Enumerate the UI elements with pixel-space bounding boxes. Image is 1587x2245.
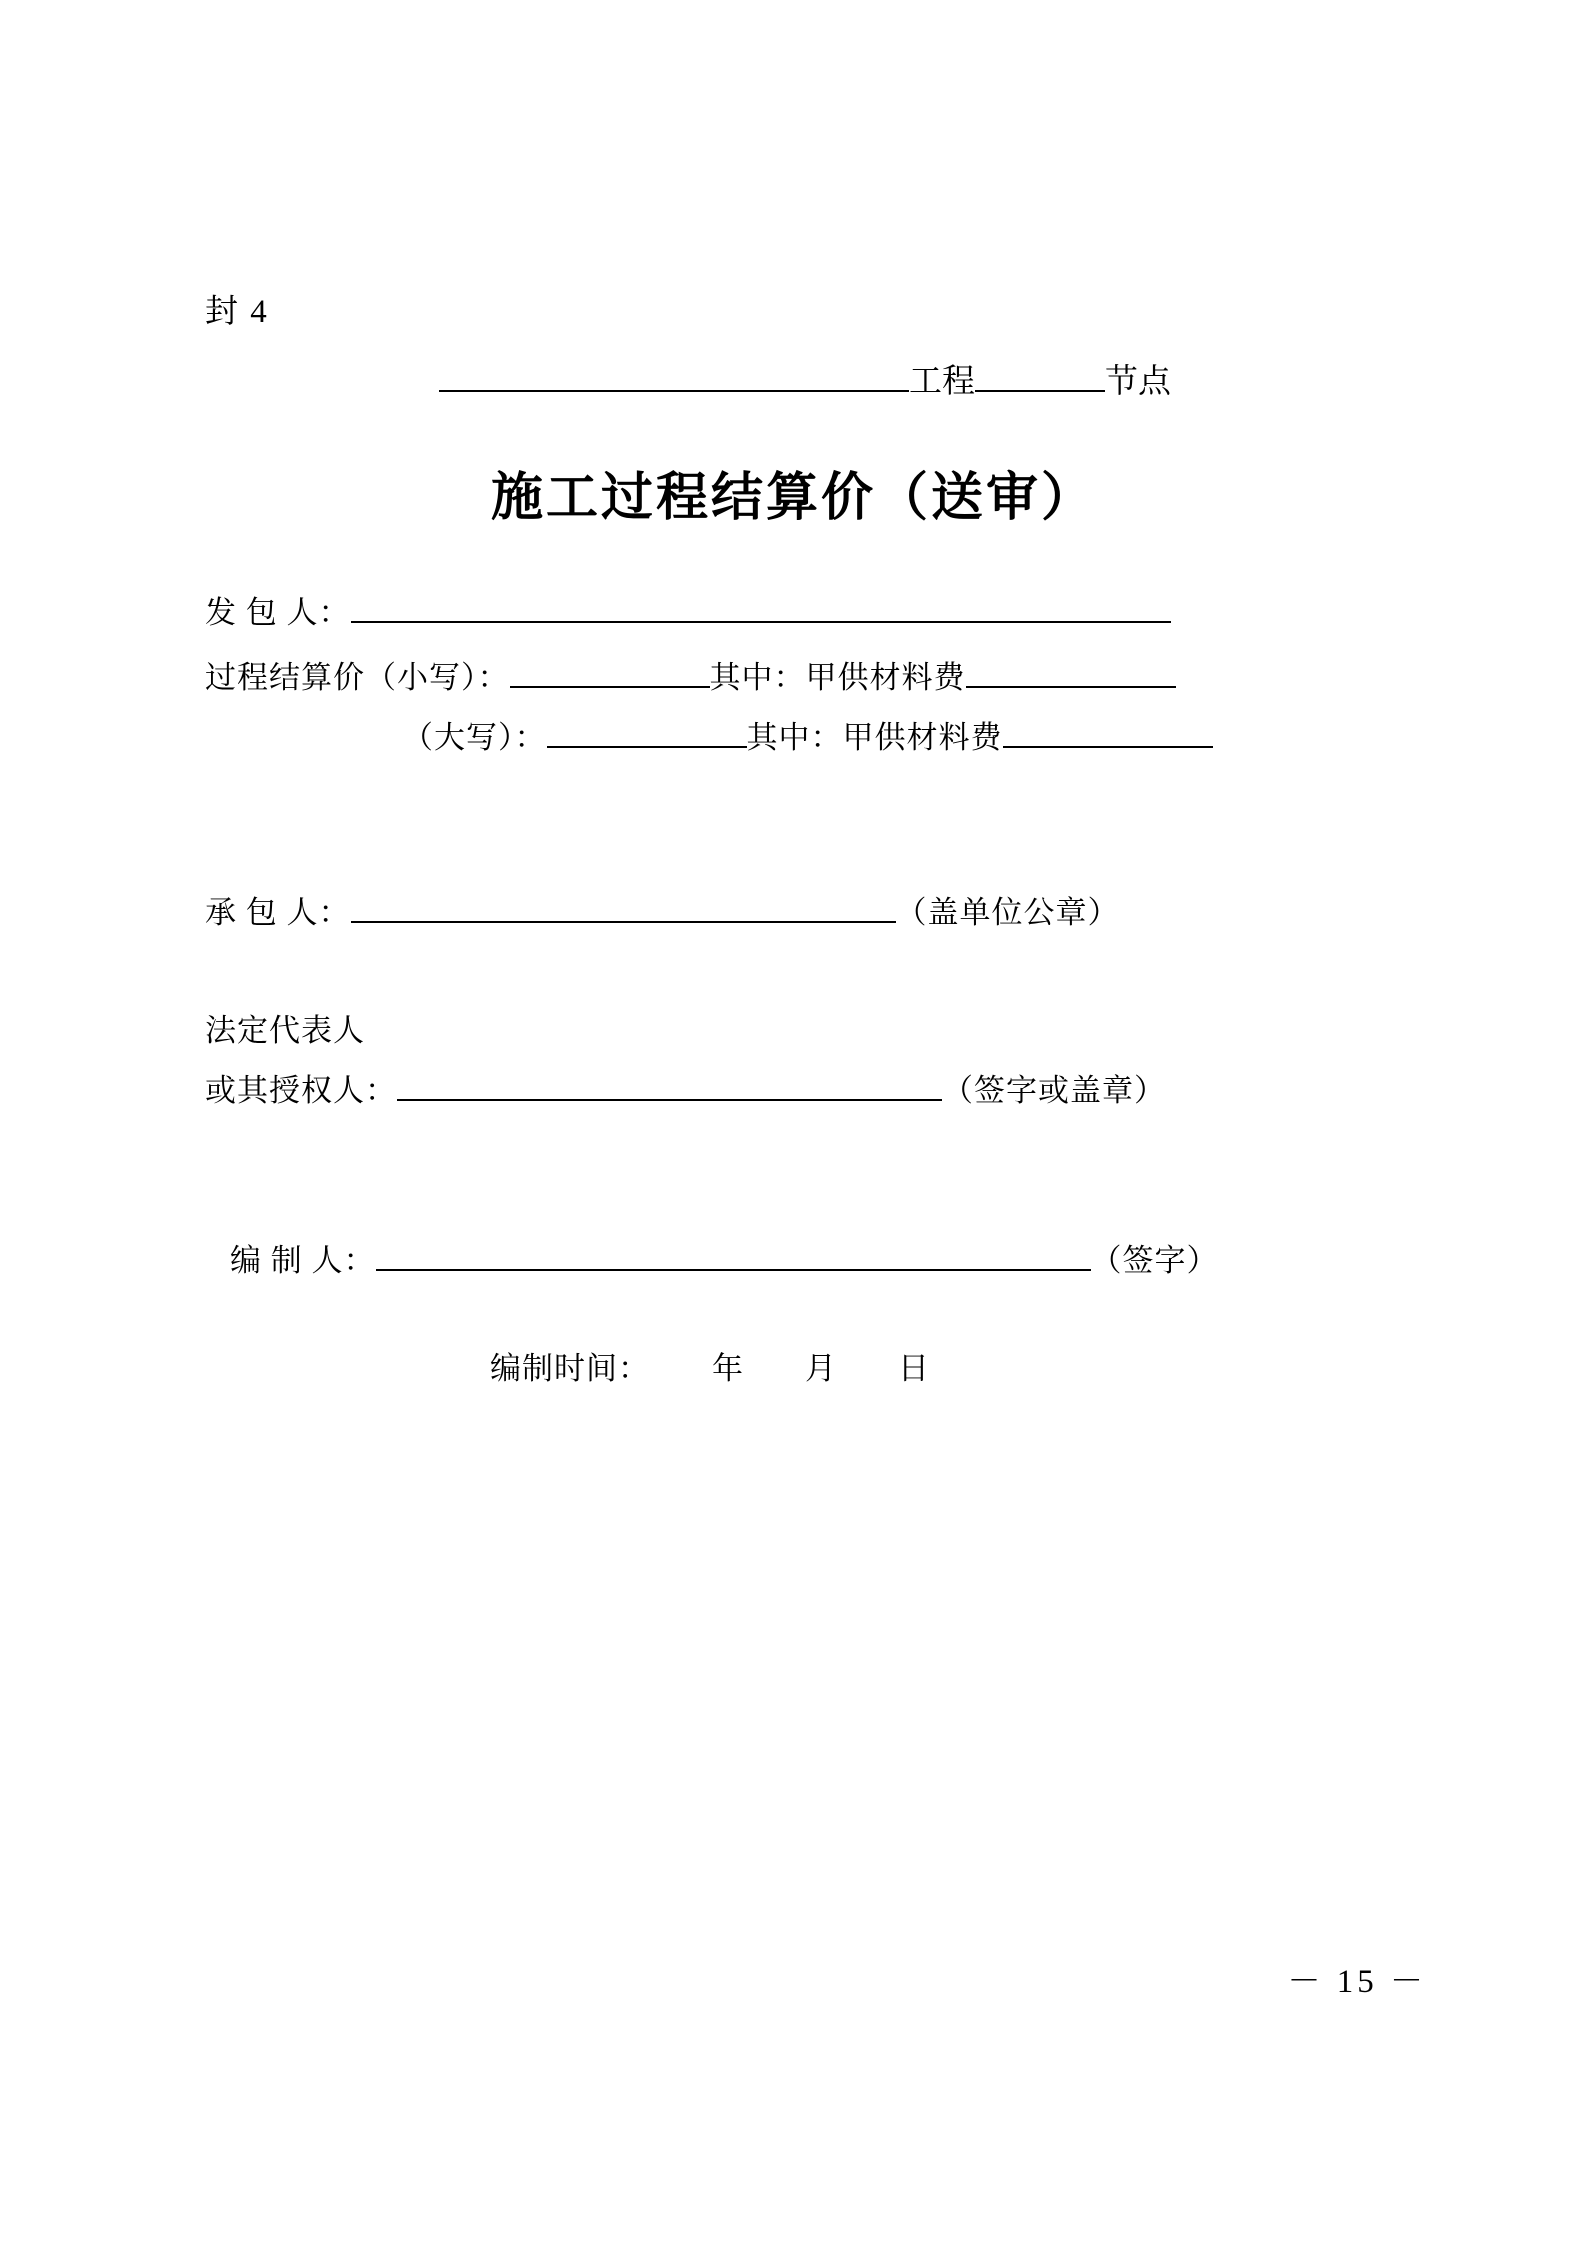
prepare-time-label: 编制时间： <box>490 1351 650 1386</box>
settlement-lower-blank[interactable] <box>510 655 710 688</box>
authorized-person-label: 或其授权人： <box>205 1073 397 1108</box>
prepare-time-row <box>490 1348 929 1390</box>
contractor-row <box>205 890 1120 934</box>
employer-label: 发 包 人： <box>205 595 351 630</box>
page-number: － 15 － <box>1287 1964 1427 2000</box>
employer-blank[interactable] <box>351 590 1171 623</box>
preparer-sign-note: （签字） <box>1090 1243 1219 1278</box>
node-word: 节点 <box>1105 364 1171 400</box>
authorized-person-blank[interactable] <box>397 1068 942 1101</box>
authorized-person-row <box>205 1068 1166 1112</box>
contractor-seal-note: （盖单位公章） <box>895 895 1120 930</box>
project-name-blank[interactable] <box>439 357 909 392</box>
among-which-label-upper: 其中：甲供材料费 <box>746 720 1003 755</box>
page-title: 施工过程结算价（送审） <box>490 470 1096 527</box>
settlement-upper-label: （大写）： <box>402 720 547 755</box>
node-blank[interactable] <box>975 357 1105 392</box>
preparer-blank[interactable] <box>376 1238 1091 1271</box>
settlement-lower-label: 过程结算价（小写）： <box>205 660 510 695</box>
employer-row <box>205 590 1171 634</box>
among-which-label-lower: 其中：甲供材料费 <box>709 660 966 695</box>
settlement-upper-row <box>402 715 1213 759</box>
material-fee-upper-blank[interactable] <box>1003 715 1213 748</box>
year-label: 年 <box>712 1351 743 1386</box>
preparer-row <box>230 1238 1219 1282</box>
header-project-node-line <box>205 355 1405 402</box>
contractor-label: 承 包 人： <box>205 895 351 930</box>
contractor-blank[interactable] <box>351 890 896 923</box>
settlement-lower-row <box>205 655 1176 699</box>
legal-representative-row <box>205 1010 365 1052</box>
settlement-upper-blank[interactable] <box>547 715 747 748</box>
day-label: 日 <box>898 1351 929 1386</box>
month-label: 月 <box>805 1351 836 1386</box>
authorized-sign-note: （签字或盖章） <box>942 1073 1166 1108</box>
material-fee-lower-blank[interactable] <box>966 655 1176 688</box>
corner-label: 封 4 <box>205 294 269 330</box>
preparer-label: 编 制 人： <box>230 1243 376 1278</box>
project-word: 工程 <box>909 364 975 400</box>
legal-representative-label: 法定代表人 <box>205 1013 365 1048</box>
